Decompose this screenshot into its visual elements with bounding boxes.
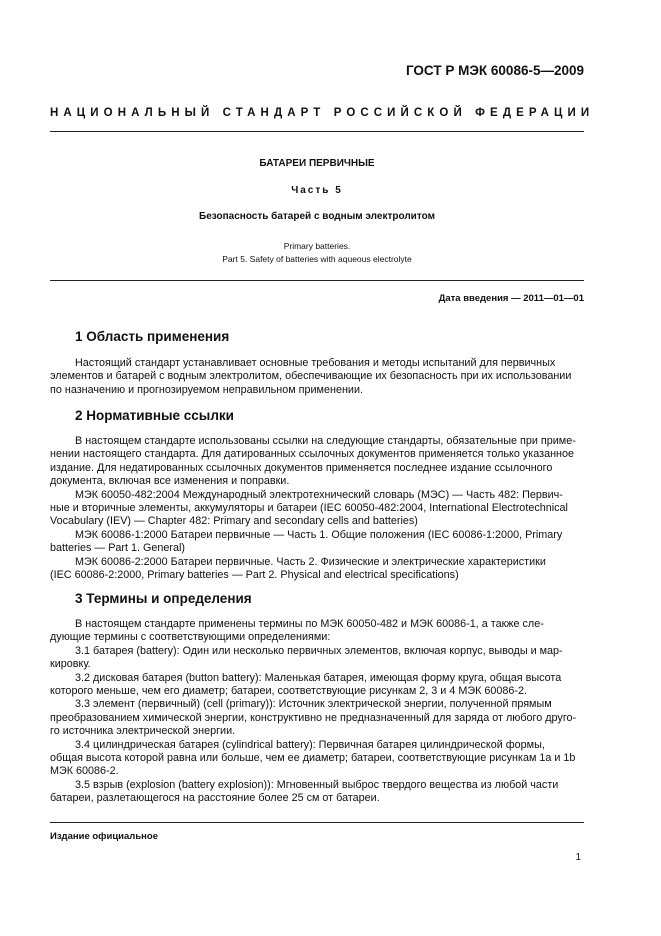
section-3-heading: 3 Термины и определения <box>75 591 252 606</box>
page-number: 1 <box>575 852 581 863</box>
intro-date: Дата введения — 2011—01—01 <box>438 293 584 304</box>
section-1-body <box>50 357 584 397</box>
document-part: Часть 5 <box>291 185 343 196</box>
text-line: (IEC 60086-2:2000, Primary batteries — Part 2. Physical and electrical specifications) <box>50 569 459 582</box>
text-line: 3.3 элемент (первичный) (cell (primary)): Источник электрической энергии, полученной прямым <box>75 698 552 711</box>
national-standard-title: НАЦИОНАЛЬНЫЙ СТАНДАРТ РОССИЙСКОЙ ФЕДЕРАЦИИ <box>50 107 595 119</box>
text-line: го источника электрической энергии. <box>50 725 236 738</box>
text-line: элементов и батарей с водным электролитом, обеспечивающие их безопасность при их использовании <box>50 370 572 383</box>
section-3-body <box>50 618 584 806</box>
text-line: которого меньше, чем его диаметр; батареи, соответствующие рисункам 2, 3 и 4 МЭК 60086-2. <box>50 685 527 698</box>
section-2-body <box>50 435 584 582</box>
section-1-heading: 1 Область применения <box>75 329 230 344</box>
text-line: издание. Для недатированных ссылочных документов применяется последнее издание ссылочного <box>50 461 553 474</box>
text-line: МЭК 60086-2:2000 Батареи первичные. Часть 2. Физические и электрические характеристики <box>75 555 546 568</box>
text-line: 3.5 взрыв (explosion (battery explosion)): Мгновенный выброс твердого вещества из любой части <box>75 778 559 791</box>
text-line: кировку. <box>50 658 91 671</box>
text-line: В настоящем стандарте использованы ссылки на следующие стандарты, обязательные при приме- <box>75 435 576 447</box>
date-rule <box>50 280 584 281</box>
text-line: 3.4 цилиндрическая батарея (cylindrical battery): Первичная батарея цилиндрической формы, <box>75 738 545 751</box>
text-line: 3.2 дисковая батарея (button battery): Маленькая батарея, имеющая форму круга, общая высота <box>75 671 562 684</box>
section-2-heading: 2 Нормативные ссылки <box>75 408 234 423</box>
text-line: МЭК 60050-482:2004 Международный электротехнический словарь (МЭС) — Часть 482: Первич- <box>75 488 563 501</box>
text-line: документа, включая все изменения и поправки. <box>50 475 290 488</box>
footer-rule <box>50 822 584 823</box>
text-line: батареи, разлетающегося на расстояние более 25 см от батареи. <box>50 792 380 805</box>
text-line: по назначению и прогнозируемом неправильном применении. <box>50 383 363 396</box>
text-line: нении настоящего стандарта. Для датированных ссылочных документов применяется только указанное <box>50 448 575 461</box>
document-subtitle: Безопасность батарей с водным электролитом <box>199 211 435 222</box>
text-line: МЭК 60086-1:2000 Батареи первичные — Часть 1. Общие положения (IEC 60086-1:2000, Primary <box>75 528 563 541</box>
english-title <box>50 240 584 266</box>
text-line: дующие термины с соответствующими определениями: <box>50 631 331 644</box>
header-rule <box>50 131 584 132</box>
text-line: В настоящем стандарте применены термины по МЭК 60050-482 и МЭК 60086-1, а также сле- <box>75 618 544 630</box>
text-line: ные и вторичные элементы, аккумуляторы и батареи (IEC 60050-482:2004, International Electrotechnical <box>50 502 568 515</box>
edition-note: Издание официальное <box>50 831 158 842</box>
text-line: общая высота которой равна или больше, чем ее диаметр; батареи, соответствующие рисункам 1a и 1b <box>50 752 576 765</box>
text-line: Настоящий стандарт устанавливает основные требования и методы испытаний для первичных <box>75 357 556 369</box>
text-line: 3.1 батарея (battery): Один или несколько первичных элементов, включая корпус, выводы и мар- <box>75 644 563 657</box>
text-line: Vocabulary (IEV) — Chapter 482: Primary and secondary cells and batteries) <box>50 515 418 528</box>
english-title-line: Part 5. Safety of batteries with aqueous electrolyte <box>222 254 412 264</box>
document-title: БАТАРЕИ ПЕРВИЧНЫЕ <box>259 158 375 169</box>
text-line: batteries — Part 1. General) <box>50 542 186 555</box>
text-line: МЭК 60086-2. <box>50 765 119 778</box>
english-title-line: Primary batteries. <box>283 241 351 251</box>
standard-code: ГОСТ Р МЭК 60086-5—2009 <box>405 63 584 78</box>
text-line: преобразованием химической энергии, конструктивно не предназначенный для заряда от любого друго- <box>50 711 577 724</box>
